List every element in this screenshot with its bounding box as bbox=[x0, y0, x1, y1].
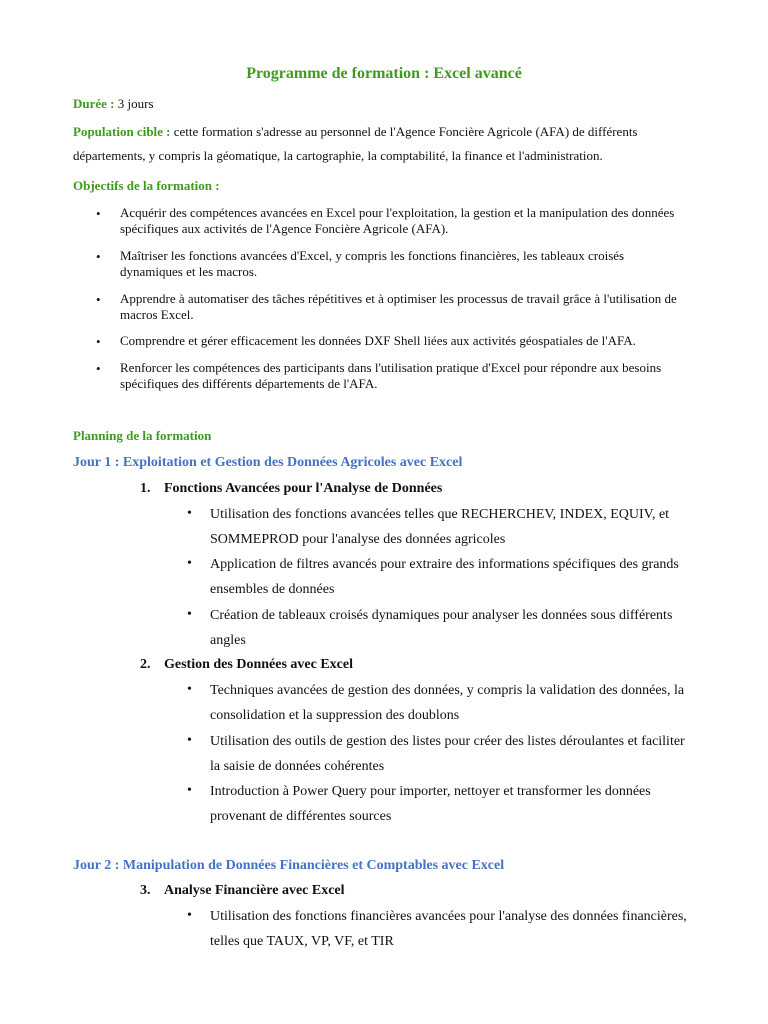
population-label: Population cible : bbox=[73, 124, 171, 139]
section-number: 3. bbox=[140, 883, 151, 898]
bullet-icon: • bbox=[187, 908, 192, 923]
population-text: cette formation s'adresse au personnel de l'Agence Foncière Agricole (AFA) de différents départements, y compris la géomatique, la cartographie, la comptabilité, la finance et l'administration. bbox=[73, 124, 638, 163]
bullet-icon: • bbox=[187, 733, 192, 748]
section-number: 1. bbox=[140, 481, 151, 496]
bullet-icon: • bbox=[187, 506, 192, 521]
section-item: Utilisation des fonctions financières avancées pour l'analyse des données financières, telles que TAUX, VP, VF, et TIR bbox=[210, 909, 687, 949]
duree-value: 3 jours bbox=[117, 96, 154, 111]
page-title: Programme de formation : Excel avancé bbox=[246, 65, 522, 82]
bullet-icon: • bbox=[96, 292, 101, 307]
bullet-icon: • bbox=[187, 783, 192, 798]
section-title: Gestion des Données avec Excel bbox=[164, 657, 353, 672]
bullet-icon: • bbox=[187, 556, 192, 571]
objectif-item: Acquérir des compétences avancées en Excel pour l'exploitation, la gestion et la manipulation des données spécifiques aux activités de l'Agence Foncière Agricole (AFA). bbox=[120, 205, 675, 236]
section-item: Création de tableaux croisés dynamiques pour analyser les données sous différents angles bbox=[210, 608, 673, 648]
population-paragraph bbox=[73, 120, 698, 168]
bullet-icon: • bbox=[187, 682, 192, 697]
section-item: Application de filtres avancés pour extraire des informations spécifiques des grands ensembles de données bbox=[210, 557, 679, 597]
duree-label: Durée : bbox=[73, 96, 115, 111]
objectif-item: Comprendre et gérer efficacement les données DXF Shell liées aux activités géospatiales de l'AFA. bbox=[120, 333, 636, 348]
section-title: Fonctions Avancées pour l'Analyse de Données bbox=[164, 481, 443, 496]
section-title: Analyse Financière avec Excel bbox=[164, 883, 345, 898]
objectifs-heading: Objectifs de la formation : bbox=[73, 178, 220, 193]
section-number: 2. bbox=[140, 657, 151, 672]
bullet-icon: • bbox=[96, 249, 101, 264]
objectif-item: Apprendre à automatiser des tâches répétitives et à optimiser les processus de travail grâce à l'utilisation de macros Excel. bbox=[120, 291, 677, 322]
duree-line bbox=[73, 96, 154, 112]
objectif-item: Renforcer les compétences des participants dans l'utilisation pratique d'Excel pour répondre aux besoins spécifiques des différents départements de l'AFA. bbox=[120, 360, 662, 391]
objectif-item: Maîtriser les fonctions avancées d'Excel, y compris les fonctions financières, les tableaux croisés dynamiques et les macros. bbox=[120, 248, 625, 279]
bullet-icon: • bbox=[187, 607, 192, 622]
section-item: Introduction à Power Query pour importer, nettoyer et transformer les données provenant de différentes sources bbox=[210, 784, 651, 824]
section-item: Techniques avancées de gestion des données, y compris la validation des données, la consolidation et la suppression des doublons bbox=[210, 683, 685, 723]
jour1-heading: Jour 1 : Exploitation et Gestion des Données Agricoles avec Excel bbox=[73, 455, 463, 470]
planning-heading: Planning de la formation bbox=[73, 428, 212, 443]
bullet-icon: • bbox=[96, 361, 101, 376]
jour2-heading: Jour 2 : Manipulation de Données Financières et Comptables avec Excel bbox=[73, 858, 505, 873]
bullet-icon: • bbox=[96, 206, 101, 221]
bullet-icon: • bbox=[96, 334, 101, 349]
section-item: Utilisation des fonctions avancées telles que RECHERCHEV, INDEX, EQUIV, et SOMMEPROD pour l'analyse des données agricoles bbox=[210, 507, 670, 547]
section-item: Utilisation des outils de gestion des listes pour créer des listes déroulantes et faciliter la saisie de données cohérentes bbox=[210, 734, 685, 774]
